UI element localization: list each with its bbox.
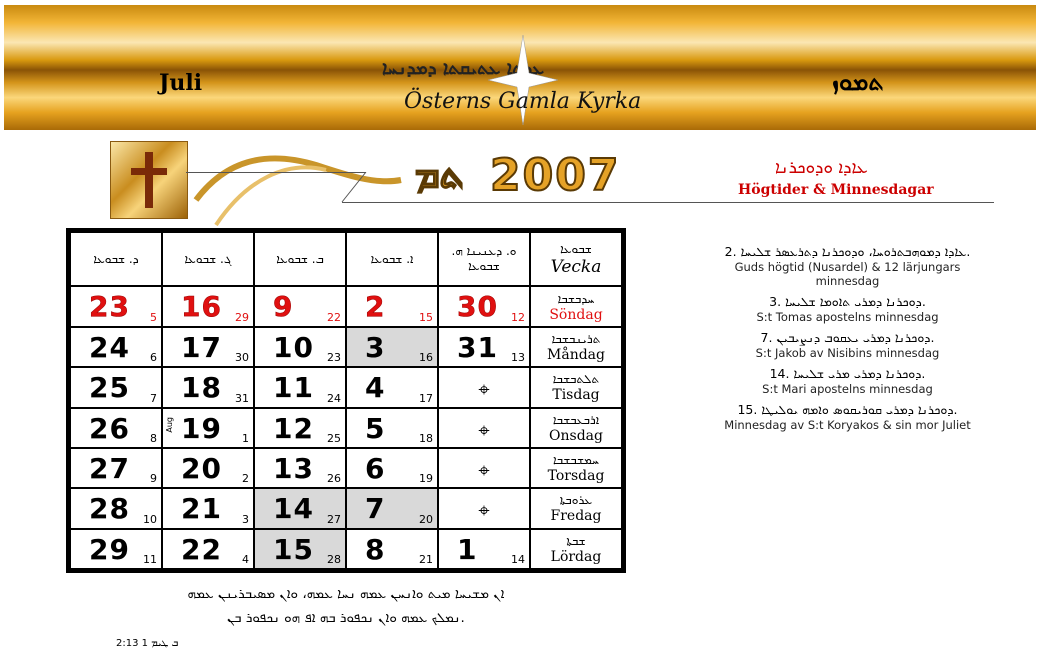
church-name: Österns Gamla Kyrka <box>404 89 642 114</box>
day-cell[interactable] <box>162 488 254 528</box>
julian-day-number: 3 <box>242 512 249 526</box>
feast-item <box>715 366 980 396</box>
day-number: 26 <box>89 411 130 445</box>
day-number: 3 <box>365 330 386 364</box>
day-number: 4 <box>365 371 386 405</box>
feast-sv: S:t Tomas apostelns minnesdag <box>756 310 939 324</box>
cross-icon: ⌖ <box>478 417 490 442</box>
weekday-syriac: ܥܪܘܒܬܐ <box>559 493 593 508</box>
column-header: ܐ. ܫܒܘܥܐ <box>346 232 438 286</box>
calendar-row <box>70 367 622 407</box>
day-cell[interactable] <box>254 327 346 367</box>
calendar-row <box>70 488 622 528</box>
julian-day-number: 30 <box>235 351 249 365</box>
weekday-syriac: ܚܡܫܒܫܒܐ <box>553 453 599 468</box>
month-name-syriac: ܬܡܘܙ <box>832 68 884 96</box>
weekday-syriac: ܬܠܬܒܫܒܐ <box>552 372 600 387</box>
header-rule-left <box>186 172 366 173</box>
day-number: 15 <box>273 532 314 566</box>
calendar-row <box>70 408 622 448</box>
feast-sv: S:t Mari apostelns minnesdag <box>762 382 933 396</box>
day-cell[interactable] <box>70 529 162 569</box>
day-number: 6 <box>365 451 386 485</box>
day-cell[interactable] <box>438 286 530 326</box>
feasts-header-title: Högtider & Minnesdagar <box>738 182 934 198</box>
month-name-sv: Juli <box>159 70 203 96</box>
feasts-header-syriac: ܥܐܕܐ ܘܕܘܟܪܢܐ <box>775 158 868 178</box>
day-cell[interactable] <box>438 408 530 448</box>
julian-day-number: 13 <box>511 351 525 365</box>
feast-item <box>715 330 980 360</box>
julian-day-number: 9 <box>150 472 157 486</box>
feast-sv: S:t Jakob av Nisibins minnesdag <box>755 346 940 360</box>
julian-day-number: 17 <box>419 391 433 405</box>
julian-day-number: 23 <box>327 351 341 365</box>
feast-list <box>715 238 980 432</box>
weekday-label <box>530 488 622 528</box>
day-cell[interactable] <box>70 488 162 528</box>
day-cell[interactable] <box>70 448 162 488</box>
julian-day-number: 25 <box>327 431 341 445</box>
julian-day-number: 29 <box>235 310 249 324</box>
day-cell[interactable] <box>254 448 346 488</box>
weekday-syriac: ܐܪܒܥܒܫܒܐ <box>552 412 600 427</box>
feast-item <box>715 244 980 288</box>
julian-day-number: 31 <box>235 391 249 405</box>
day-number: 8 <box>365 532 386 566</box>
julian-day-number: 12 <box>511 310 525 324</box>
julian-day-number: 18 <box>419 431 433 445</box>
verse-line-1: ܐܢ ܡܫܝܚܐ ܡܝܬ ܘܐܢܚܢ ܥܡܗ ܢܚܐ ܥܡܗ، ܘܐܢ ܡܣܝܒܪܝܢܢ ܥܡܗ <box>187 586 505 602</box>
julian-day-number: 10 <box>143 512 157 526</box>
day-number: 21 <box>181 492 222 526</box>
feast-syriac: 14. ܕܘܟܪܢܐ ܕܡܪܝ ܡܪܝ ܫܠܝܚܐ. <box>769 366 926 381</box>
julian-day-number: 28 <box>327 553 341 566</box>
day-number: 14 <box>273 492 314 526</box>
day-number: 12 <box>273 411 314 445</box>
day-cell[interactable] <box>70 327 162 367</box>
day-number: 29 <box>89 532 130 566</box>
verse-reference: 2:13 ܒ ܛܝܡ 1 <box>116 638 179 649</box>
weekday-sv: Måndag <box>547 347 605 364</box>
feast-sv: Guds högtid (Nusardel) & 12 lärjungars minnesdag <box>734 260 961 288</box>
day-number: 16 <box>181 290 222 324</box>
weekday-label <box>530 286 622 326</box>
weekday-syriac: ܚܕܒܫܒܐ <box>557 291 595 306</box>
day-cell[interactable] <box>438 448 530 488</box>
calendar-row <box>70 529 622 569</box>
weekday-label <box>530 448 622 488</box>
feast-sv: Minnesdag av S:t Koryakos & sin mor Juliet <box>724 418 971 432</box>
day-number: 28 <box>89 492 130 526</box>
day-cell[interactable] <box>162 448 254 488</box>
day-number: 31 <box>457 330 498 364</box>
day-cell[interactable] <box>254 408 346 448</box>
julian-day-number: 11 <box>143 553 157 566</box>
day-number: 24 <box>89 330 130 364</box>
verse-line-2: ܢܡܠܟ ܥܡܗ ܘܐܢ ܢܟܦܘܪ ܒܗ ܐܦ ܗܘ ܢܟܦܘܪ ܒܢ. <box>227 610 465 626</box>
julian-day-number: 27 <box>327 512 341 526</box>
day-cell[interactable] <box>438 529 530 569</box>
julian-day-number: 5 <box>150 310 157 324</box>
weekday-syriac: ܬܪܝܢܒܫܒܐ <box>551 332 601 347</box>
calendar-row <box>70 286 622 326</box>
calendar-grid <box>66 228 626 573</box>
feast-syriac: 15. ܕܘܟܪܢܐ ܕܡܪܝ ܩܘܪܝܩܘܣ ܘܐܡܗ ܝܘܠܝܛܐ. <box>737 402 958 417</box>
day-number: 11 <box>273 371 314 405</box>
feast-item <box>715 402 980 432</box>
calendar-header-row <box>70 232 622 286</box>
day-number: 5 <box>365 411 386 445</box>
day-cell[interactable] <box>70 367 162 407</box>
day-cell[interactable] <box>70 286 162 326</box>
day-number: 18 <box>181 371 222 405</box>
julian-day-number: 14 <box>511 553 525 566</box>
bible-verse <box>76 582 616 630</box>
column-header: ܒ. ܫܒܘܥܐ <box>254 232 346 286</box>
julian-day-number: 20 <box>419 512 433 526</box>
day-cell[interactable] <box>162 286 254 326</box>
weekday-label <box>530 529 622 569</box>
julian-day-number: 16 <box>419 351 433 365</box>
column-header: ܓ. ܫܒܘܥܐ <box>162 232 254 286</box>
julian-day-number: 8 <box>150 431 157 445</box>
day-number: 19 <box>181 411 222 445</box>
day-cell[interactable] <box>346 327 438 367</box>
day-cell[interactable] <box>346 529 438 569</box>
weekday-sv: Fredag <box>550 508 602 525</box>
julian-day-number: 19 <box>419 472 433 486</box>
day-number: 22 <box>181 532 222 566</box>
julian-day-number: 26 <box>327 472 341 486</box>
day-number: 1 <box>457 532 478 566</box>
day-cell[interactable] <box>346 488 438 528</box>
cross-logo <box>110 141 188 219</box>
weekday-syriac: ܫܒܬܐ <box>566 533 586 548</box>
feast-item <box>715 294 980 324</box>
header-rule-right <box>342 202 994 203</box>
weekday-label <box>530 367 622 407</box>
calendar-row <box>70 327 622 367</box>
weekday-sv: Söndag <box>549 306 603 323</box>
day-number: 13 <box>273 451 314 485</box>
julian-day-number: 4 <box>242 553 249 566</box>
header-rule-bend <box>340 172 370 204</box>
church-name-syriac: ܥܕܬܐ ܥܬܝܩܬܐ ܕܡܕܢܚܐ <box>382 58 545 79</box>
julian-day-number: 1 <box>242 431 249 445</box>
day-cell[interactable] <box>162 529 254 569</box>
julian-day-number: 15 <box>419 310 433 324</box>
gold-swoosh <box>186 140 406 230</box>
day-cell[interactable] <box>254 488 346 528</box>
year-title: 2007 <box>490 150 621 201</box>
day-cell[interactable] <box>254 529 346 569</box>
header-banner <box>4 5 1036 130</box>
julian-day-number: 21 <box>419 553 433 566</box>
day-number: 20 <box>181 451 222 485</box>
month-marker: Aug <box>165 416 174 433</box>
day-number: 17 <box>181 330 222 364</box>
weekday-sv: Lördag <box>550 548 602 565</box>
column-header: ܘ. ܕܥܢܝܢܐ ܗ. ܫܒܘܥܐ <box>438 232 530 286</box>
week-header: ܫܒܘܥܐ Vecka <box>530 232 622 286</box>
day-cell[interactable] <box>70 408 162 448</box>
day-number: 23 <box>89 290 130 324</box>
day-cell[interactable] <box>346 448 438 488</box>
julian-day-number: 6 <box>150 351 157 365</box>
day-number: 30 <box>457 290 498 324</box>
day-number: 10 <box>273 330 314 364</box>
day-cell[interactable] <box>254 286 346 326</box>
weekday-sv: Onsdag <box>549 427 603 444</box>
julian-day-number: 7 <box>150 391 157 405</box>
day-number: 9 <box>273 290 294 324</box>
feast-syriac: 3. ܕܘܟܪܢܐ ܕܡܪܝ ܬܐܘܡܐ ܫܠܝܚܐ. <box>769 294 926 309</box>
weekday-label <box>530 408 622 448</box>
day-cell[interactable] <box>346 408 438 448</box>
day-cell[interactable] <box>162 367 254 407</box>
weekday-label <box>530 327 622 367</box>
day-cell[interactable] <box>346 286 438 326</box>
cross-icon <box>111 142 187 218</box>
cross-icon: ⌖ <box>478 457 490 482</box>
day-number: 25 <box>89 371 130 405</box>
weekday-sv: Torsdag <box>547 468 605 485</box>
column-header: ܕ. ܫܒܘܥܐ <box>70 232 162 286</box>
feast-syriac: 2. ܥܐܕܐ ܕܡܘܗܒܬܪܘܚܐ، ܘܕܘܟܪܢܐ ܕܬܪܥܣܪ ܫܠܝܚܐ. <box>724 244 971 259</box>
day-cell[interactable] <box>438 367 530 407</box>
month-syriac-large: ܬܡ <box>415 152 464 196</box>
day-cell[interactable] <box>346 367 438 407</box>
julian-day-number: 2 <box>242 472 249 486</box>
day-number: 7 <box>365 492 386 526</box>
cross-icon: ⌖ <box>478 377 490 402</box>
day-number: 2 <box>365 290 386 324</box>
julian-day-number: 22 <box>327 310 341 324</box>
day-cell[interactable] <box>438 327 530 367</box>
day-cell[interactable] <box>438 488 530 528</box>
day-cell[interactable] <box>162 327 254 367</box>
day-cell[interactable] <box>254 367 346 407</box>
cross-icon: ⌖ <box>478 498 490 523</box>
julian-day-number: 24 <box>327 391 341 405</box>
day-number: 27 <box>89 451 130 485</box>
weekday-sv: Tisdag <box>552 387 600 404</box>
calendar-row <box>70 448 622 488</box>
day-cell[interactable] <box>162 408 254 448</box>
feast-syriac: 7. ܕܘܟܪܢܐ ܕܡܪܝ ܝܥܩܘܒ ܕܢܨܝܒܝܢ. <box>760 330 935 345</box>
